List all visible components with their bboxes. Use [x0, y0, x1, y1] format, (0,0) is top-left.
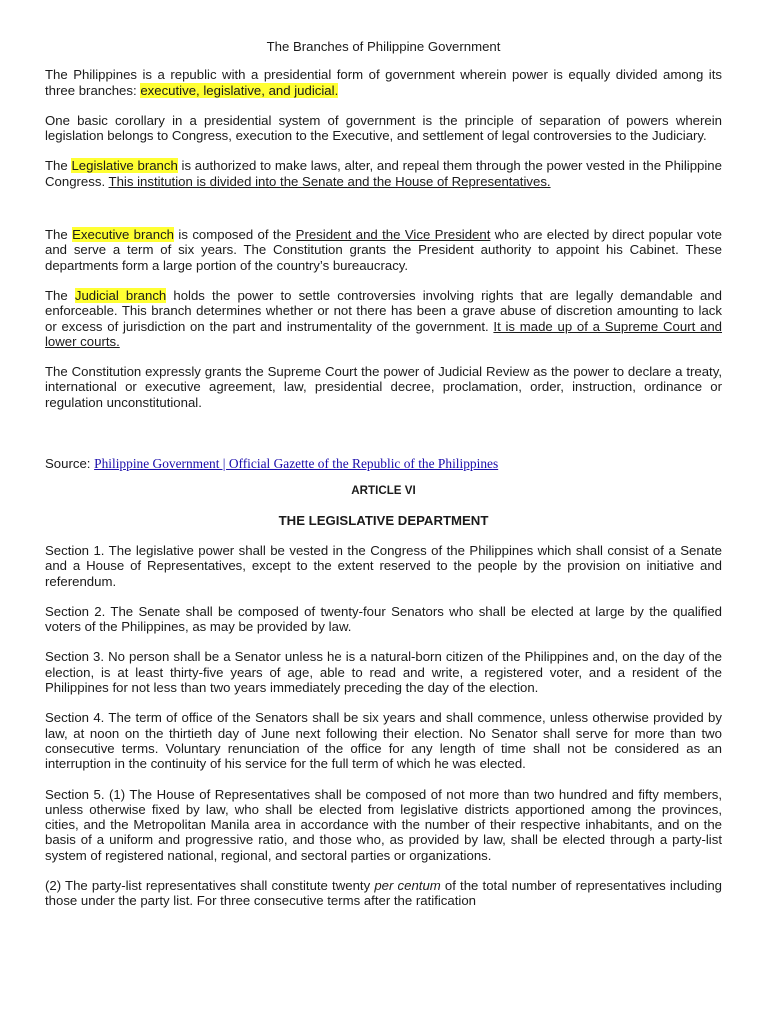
paragraph-judicial [45, 288, 722, 349]
text-pre: (2) The party-list representatives shall constitute twenty [45, 877, 375, 893]
paragraph-separation-of-powers: One basic corollary in a presidential system of government is the principle of separation of powers wherein legislation belongs to Congress, execution to the Executive, and settlement of legal controversies to the Judiciary. [45, 112, 722, 144]
text-post: who are elected by direct popular vote and serve a term of six years. The Constitution grants the President authority to appoint his Cabinet. These departments form a large portion of the country’s bureaucracy. [45, 227, 722, 273]
document-title: The Branches of Philippine Government [266, 39, 501, 54]
article-heading: ARTICLE VI [351, 484, 416, 498]
highlight-legislative-branch: Legislative branch [71, 158, 178, 174]
section-1: Section 1. The legislative power shall be vested in the Congress of the Philippines which shall consist of a Senate and a House of Representatives, except to the extent reserved to the people by the provision on initiative and referendum. [45, 542, 722, 589]
paragraph-republic [45, 67, 722, 98]
paragraph-legislative [45, 158, 722, 189]
text-mid: is composed of the [174, 227, 296, 243]
source-line [45, 456, 722, 471]
paragraph-judicial-review: The Constitution expressly grants the Supreme Court the power of Judicial Review as the power to declare a treaty, international or executive agreement, law, presidential decree, proclamation, order, instruction, ordinance or regulation unconstitutional. [45, 364, 722, 410]
text-pre: The [45, 287, 75, 303]
paragraph-text: The Philippines is a republic with a presidential form of government wherein power is equally divided among its three branches: [45, 67, 722, 98]
underline-courts: It is made up of a Supreme Court and lower courts. [45, 318, 722, 349]
paragraph-executive [45, 227, 722, 273]
highlight-executive-branch: Executive branch [72, 227, 175, 243]
section-5-1: Section 5. (1) The House of Representatives shall be composed of not more than two hundred and fifty members, unless otherwise fixed by law, who shall be elected from legislative districts apportioned among the provinces, cities, and the Metropolitan Manila area in accordance with the number of their respective inhabitants, and on the basis of a uniform and progressive ratio, and those who, as provided by law, shall be elected through a party-list system of registered national, regional, and sectoral parties or organizations. [45, 786, 722, 863]
text-mid: is authorized to make laws, alter, and repeal them through the power vested in the Philippine Congress. [45, 158, 722, 189]
highlight-three-branches: executive, legislative, and judicial. [140, 82, 339, 98]
section-2: Section 2. The Senate shall be composed of twenty-four Senators who shall be elected at large by the qualified voters of the Philippines, as may be provided by law. [45, 603, 722, 635]
source-link[interactable]: Philippine Government | Official Gazette of the Republic of the Philippines [94, 456, 499, 472]
underline-president: President and the Vice President [295, 227, 491, 243]
text-italic: per centum [374, 877, 441, 893]
section-5-2 [45, 878, 722, 909]
section-4: Section 4. The term of office of the Senators shall be six years and shall commence, unless otherwise provided by law, at noon on the thirtieth day of June next following their election. No Senator shall serve for more than two consecutive terms. Voluntary renunciation of the office for any length of time shall not be considered as an interruption in the continuity of his service for the full term of which he was elected. [45, 710, 722, 772]
department-heading: THE LEGISLATIVE DEPARTMENT [278, 512, 489, 528]
text-pre: The [45, 158, 72, 174]
text-post: of the total number of representatives including those under the party list. For three consecutive terms after the ratification [45, 877, 722, 909]
section-3: Section 3. No person shall be a Senator unless he is a natural-born citizen of the Philippines and, on the day of the election, is at least thirty-five years of age, able to read and write, a registered voter, and a resident of the Philippines for not less than two years immediately preceding the day of the election. [45, 649, 722, 696]
source-label: Source: [45, 456, 95, 472]
underline-senate-house: This institution is divided into the Senate and the House of Representatives. [108, 173, 551, 189]
text-pre: The [45, 227, 73, 243]
highlight-judicial-branch: Judicial branch [74, 287, 167, 303]
text-mid: holds the power to settle controversies involving rights that are legally demandable and enforceable. This branch determines whether or not there has been a grave abuse of discretion amounting to lack or excess of jurisdiction on the part and instrumentality of the government. [45, 287, 723, 334]
